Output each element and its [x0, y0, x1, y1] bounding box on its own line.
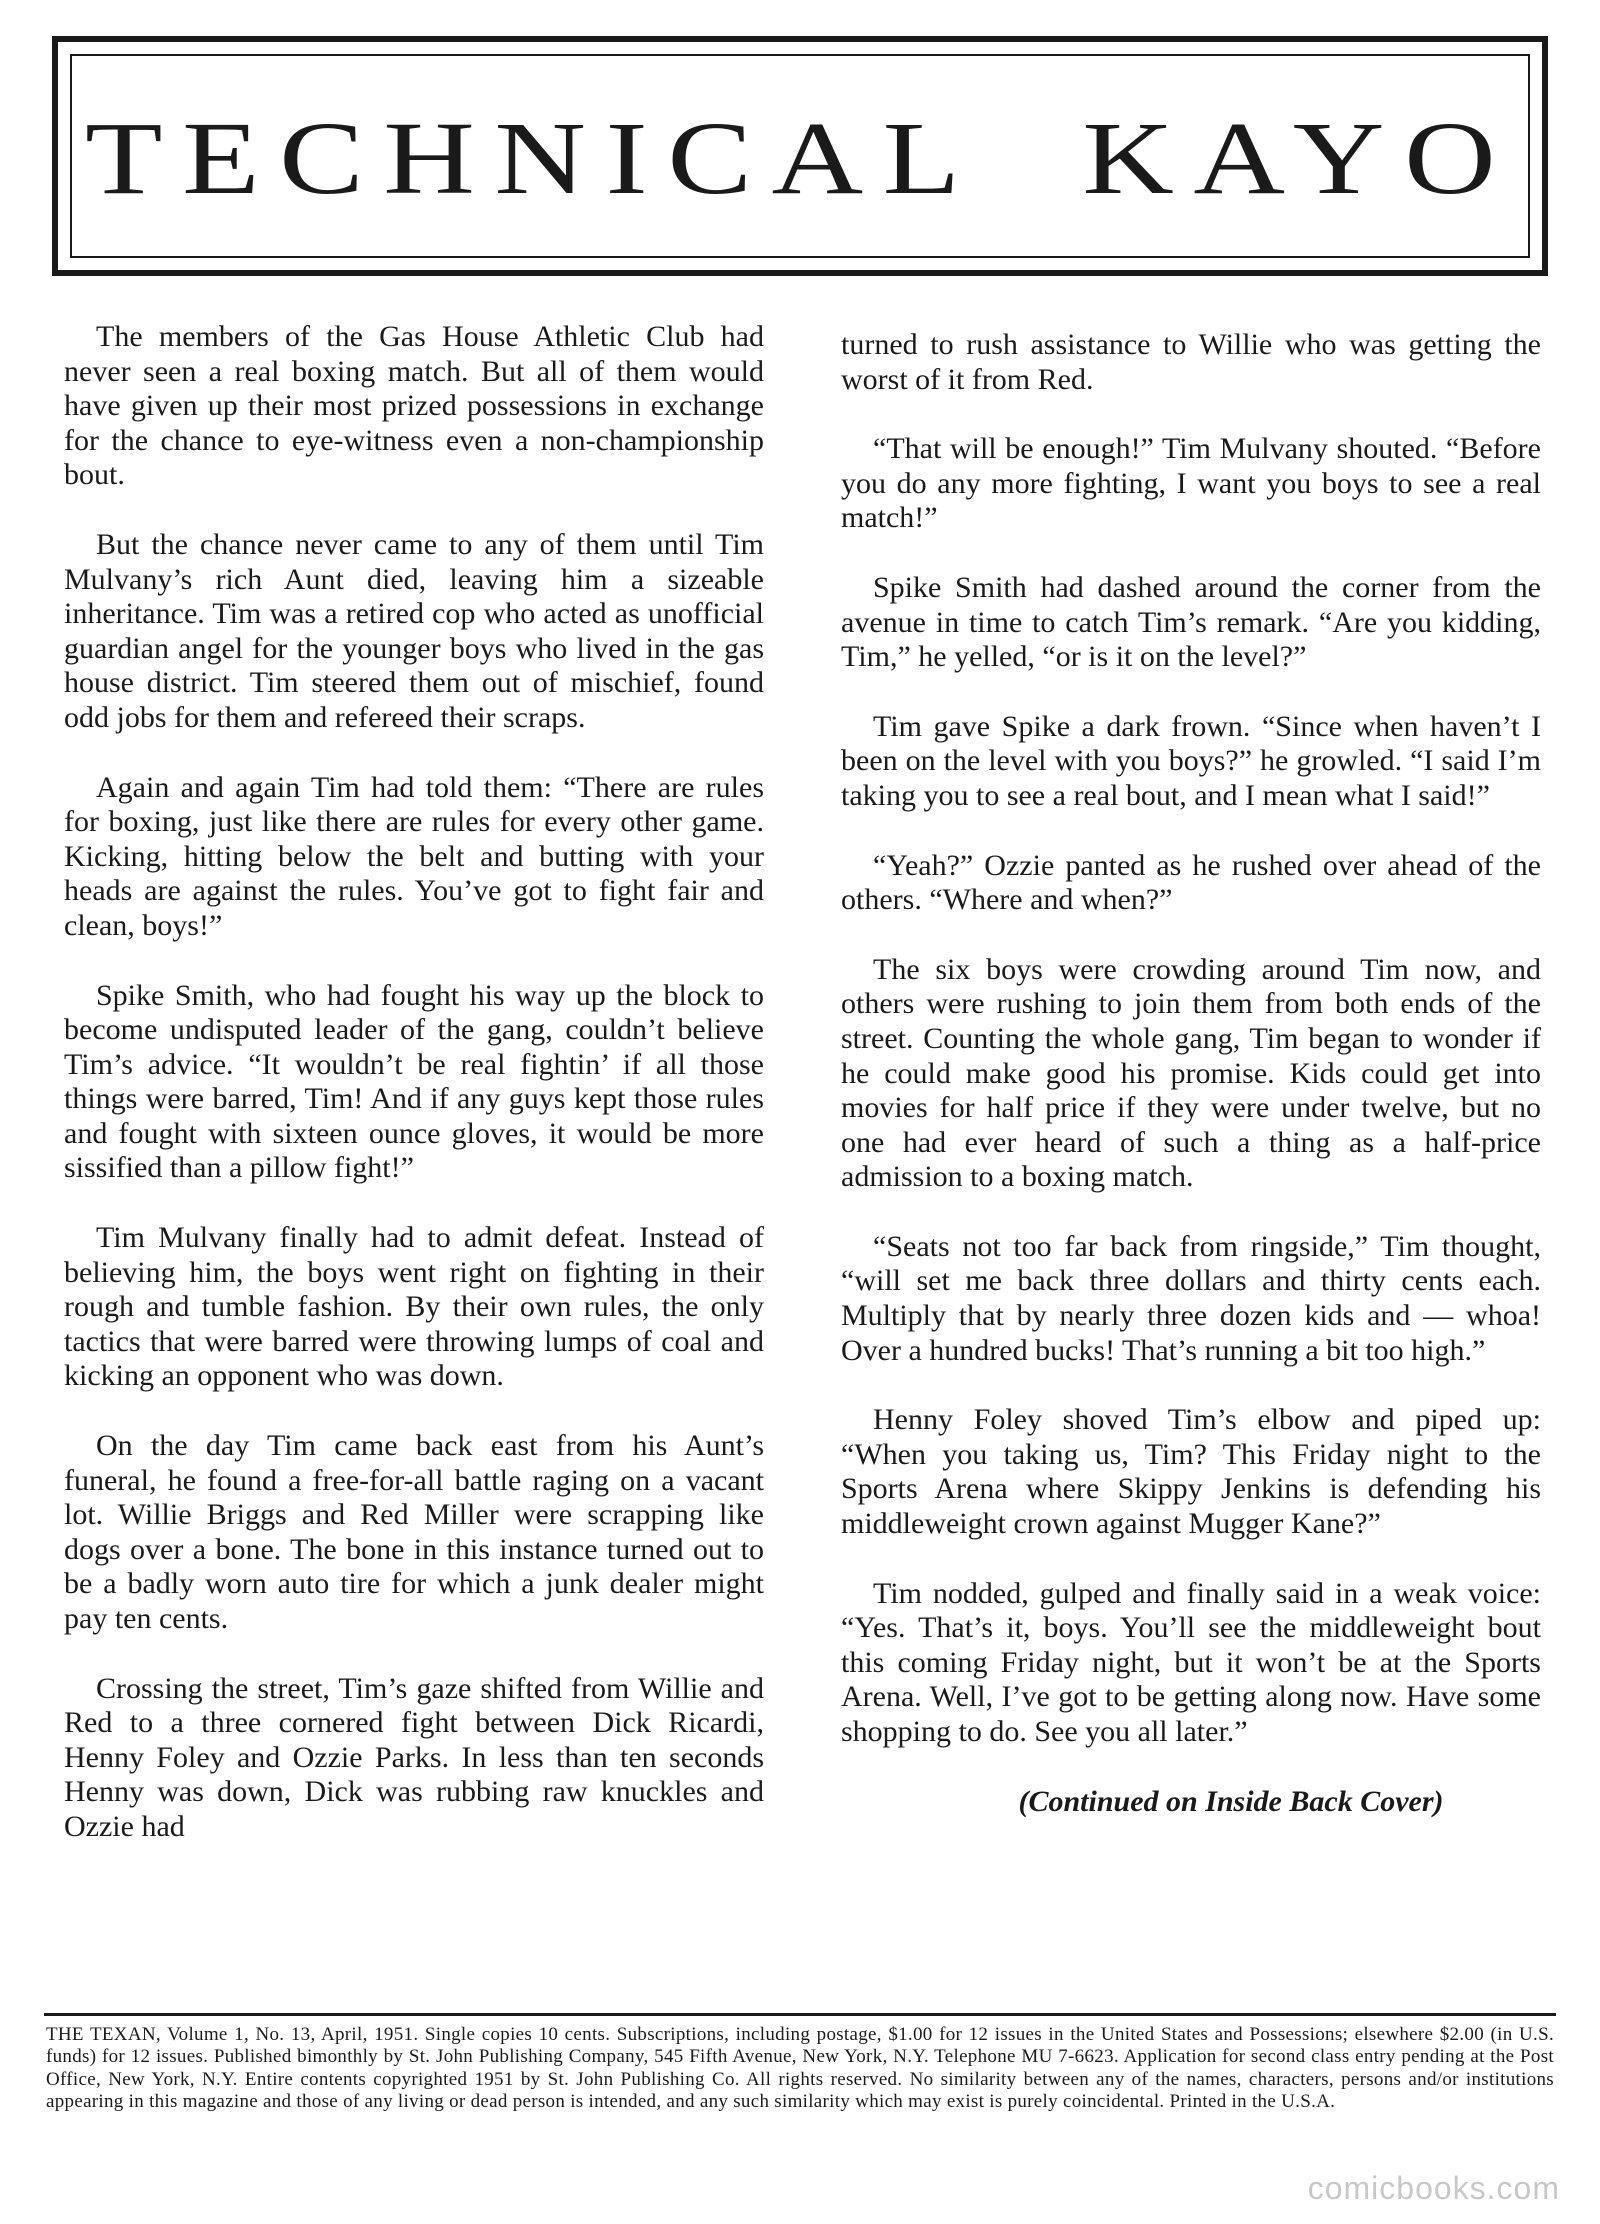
paragraph: The members of the Gas House Athletic Club had never seen a real boxing match. But all of them would have given up their most prized possessions in exchange for the chance to eye-witness even a non-championship bout. [64, 320, 764, 492]
paragraph: Spike Smith, who had fought his way up the block to become undisputed leader of the gang, couldn’t believe Tim’s advice. “It wouldn’t be real fightin’ if all those things were barred, Tim! And if any guys kept those rules and fought with sixteen ounce gloves, it would be more sissified than a pillow fight!” [64, 978, 764, 1185]
paragraph: Tim gave Spike a dark frown. “Since when haven’t I been on the level with you boys?” he growled. “I said I’m taking you to see a real bout, and I mean what I said!” [841, 709, 1541, 812]
right-column [841, 328, 1541, 1854]
title-frame-inner [70, 54, 1530, 258]
paragraph: Tim nodded, gulped and finally said in a weak voice: “Yes. That’s it, boys. You’ll see the middleweight bout this coming Friday night, but it won’t be at the Sports Arena. Well, I’ve got to be getting along now. Have some shopping to do. See you all later.” [841, 1576, 1541, 1748]
paragraph: “Yeah?” Ozzie panted as he rushed over ahead of the others. “Where and when?” [841, 848, 1541, 917]
paragraph: Tim Mulvany finally had to admit defeat. Instead of believing him, the boys went right on fighting in their rough and tumble fashion. By their own rules, the only tactics that were barred were throwing lumps of coal and kicking an opponent who was down. [64, 1221, 764, 1393]
footer-divider [44, 2013, 1556, 2016]
paragraph: On the day Tim came back east from his Aunt’s funeral, he found a free-for-all battle raging on a vacant lot. Willie Briggs and Red Miller were scrapping like dogs over a bone. The bone in this instance turned out to be a badly worn auto tire for which a junk dealer might pay ten cents. [64, 1429, 764, 1635]
paragraph: But the chance never came to any of them until Tim Mulvany’s rich Aunt died, leaving him a sizeable inheritance. Tim was a retired cop who acted as unofficial guardian angel for the younger boys who lived in the gas house district. Tim steered them out of mischief, found odd jobs for them and refereed their scraps. [64, 527, 764, 734]
title-frame [52, 36, 1548, 276]
paragraph: Henny Foley shoved Tim’s elbow and piped up: “When you taking us, Tim? This Friday night to the Sports Arena where Skippy Jenkins is defending his middleweight crown against Mugger Kane?” [841, 1403, 1541, 1541]
paragraph: turned to rush assistance to Willie who was getting the worst of it from Red. [841, 328, 1541, 396]
publication-notice: THE TEXAN, Volume 1, No. 13, April, 1951. Single copies 10 cents. Subscriptions, including postage, $1.00 for 12 issues in the United States and Possessions; elsewhere $2.00 (in U.S. funds) for 12 issues. Published bimonthly by St. John Publishing Company, 545 Fifth Avenue, New York, N.Y. Telephone MU 7-6623. Application for second class entry pending at the Post Office, New York, N.Y. Entire contents copyrighted 1951 by St. John Publishing Co. All rights reserved. No similarity between any of the names, characters, persons and/or institutions appearing in this magazine and those of any living or dead person is intended, and any such similarity which may exist is purely coincidental. Printed in the U.S.A. [46, 2024, 1554, 2113]
story-body [64, 320, 1541, 1970]
paragraph: “Seats not too far back from ringside,” Tim thought, “will set me back three dollars and thirty cents each. Multiply that by nearly three dozen kids and — whoa! Over a hundred bucks! That’s running a bit too high.” [841, 1229, 1541, 1367]
paragraph: “That will be enough!” Tim Mulvany shouted. “Before you do any more fighting, I want you boys to see a real match!” [841, 432, 1541, 535]
continued-note: (Continued on Inside Back Cover) [1018, 1784, 1444, 1818]
left-column [64, 320, 764, 1880]
paragraph: The six boys were crowding around Tim now, and others were rushing to join them from both ends of the street. Counting the whole gang, Tim began to wonder if he could make good his promise. Kids could get into movies for half price if they were under twelve, but no one had ever heard of such a thing as a half-price admission to a boxing match. [841, 952, 1541, 1194]
paragraph: Spike Smith had dashed around the corner from the avenue in time to catch Tim’s remark. “Are you kidding, Tim,” he yelled, “or is it on the level?” [841, 570, 1541, 674]
site-watermark: comicbooks.com [1307, 2170, 1560, 2206]
paragraph: Again and again Tim had told them: “There are rules for boxing, just like there are rules for every other game. Kicking, hitting below the belt and butting with your heads are against the rules. You’ve got to fight fair and clean, boys!” [64, 770, 764, 942]
story-title: TECHNICAL KAYO [84, 101, 1516, 216]
paragraph: Crossing the street, Tim’s gaze shifted from Willie and Red to a three cornered fight between Dick Ricardi, Henny Foley and Ozzie Parks. In less than ten seconds Henny was down, Dick was rubbing raw knuckles and Ozzie had [64, 1671, 764, 1843]
